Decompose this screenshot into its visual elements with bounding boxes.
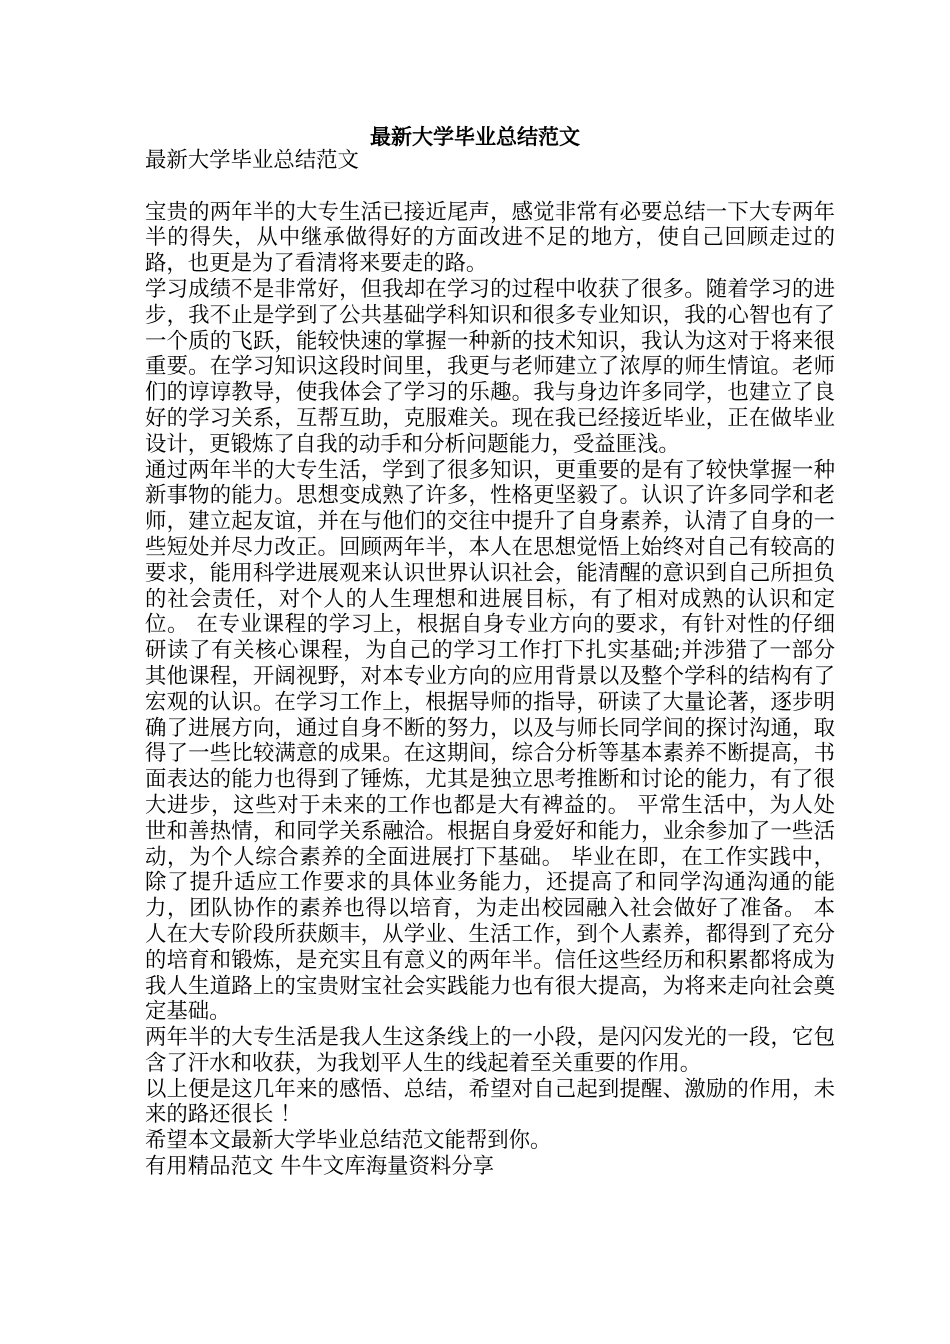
document-title: 最新大学毕业总结范文 <box>370 124 580 149</box>
paragraph-reflection: 两年半的大专生活是我人生这条线上的一小段，是闪闪发光的一段，它包含了汗水和收获，为我划平人生的线起着至关重要的作用。 <box>145 1025 835 1076</box>
paragraph-study: 学习成绩不是非常好，但我却在学习的过程中收获了很多。随着学习的进步，我不止是学到了公共基础学科知识和很多专业知识，我的心智也有了一个质的飞跃，能较快速的掌握一种新的技术知识，我认为这对于将来很重要。在学习知识这段时间里，我更与老师建立了浓厚的师生情谊。老师们的谆谆教导，使我体会了学习的乐趣。我与身边许多同学，也建立了良好的学习关系，互帮互助，克服难关。现在我已经接近毕业，正在做毕业设计，更锻炼了自我的动手和分析问题能力，受益匪浅。 <box>145 276 835 457</box>
paragraph-conclusion: 以上便是这几年来的感悟、总结，希望对自己起到提醒、激励的作用，未来的路还很长 ！ <box>145 1076 835 1128</box>
document-body <box>145 148 835 1180</box>
paragraph-intro: 宝贵的两年半的大专生活已接近尾声，感觉非常有必要总结一下大专两年半的得失，从中继承做得好的方面改进不足的地方，使自己回顾走过的路，也更是为了看清将来要走的路。 <box>145 199 835 277</box>
paragraph-closing: 希望本文最新大学毕业总结范文能帮到你。 <box>145 1128 552 1154</box>
document-subtitle: 最新大学毕业总结范文 <box>145 148 359 173</box>
blank-line <box>145 174 835 200</box>
paragraph-footer: 有用精品范文 牛牛文库海量资料分享 <box>145 1154 495 1180</box>
paragraph-growth: 通过两年半的大专生活，学到了很多知识，更重要的是有了较快掌握一种新事物的能力。思想变成熟了许多，性格更坚毅了。认识了许多同学和老师，建立起友谊，并在与他们的交往中提升了自身素养，认清了自身的一些短处并尽力改正。回顾两年半，本人在思想觉悟上始终对自己有较高的要求，能用科学进展观来认识世界认识社会，能清醒的意识到自己所担负的社会责任，对个人的人生理想和进展目标，有了相对成熟的认识和定位。 在专业课程的学习上，根据自身专业方向的要求，有针对性的仔细研读了有关核心课程，为自己的学习工作打下扎实基础;并涉猎了一部分其他课程，开阔视野，对本专业方向的应用背景以及整个学科的结构有了宏观的认识。在学习工作上，根据导师的指导，研读了大量论著，逐步明确了进展方向，通过自身不断的努力，以及与师长同学间的探讨沟通，取得了一些比较满意的成果。在这期间，综合分析等基本素养不断提高，书面表达的能力也得到了锤炼，尤其是独立思考推断和讨论的能力，有了很大进步，这些对于未来的工作也都是大有裨益的。 平常生活中，为人处世和善热情，和同学关系融洽。根据自身爱好和能力，业余参加了一些活动，为个人综合素养的全面进展打下基础。 毕业在即，在工作实践中，除了提升适应工作要求的具体业务能力，还提高了和同学沟通沟通的能力，团队协作的素养也得以培育，为走出校园融入社会做好了准备。 本人在大专阶段所获颇丰，从学业、生活工作，到个人素养，都得到了充分的培育和锻炼，是充实且有意义的两年半。信任这些经历和积累都将成为我人生道路上的宝贵财宝社会实践能力也有很大提高，为将来走向社会奠定基础。 <box>145 457 835 1025</box>
